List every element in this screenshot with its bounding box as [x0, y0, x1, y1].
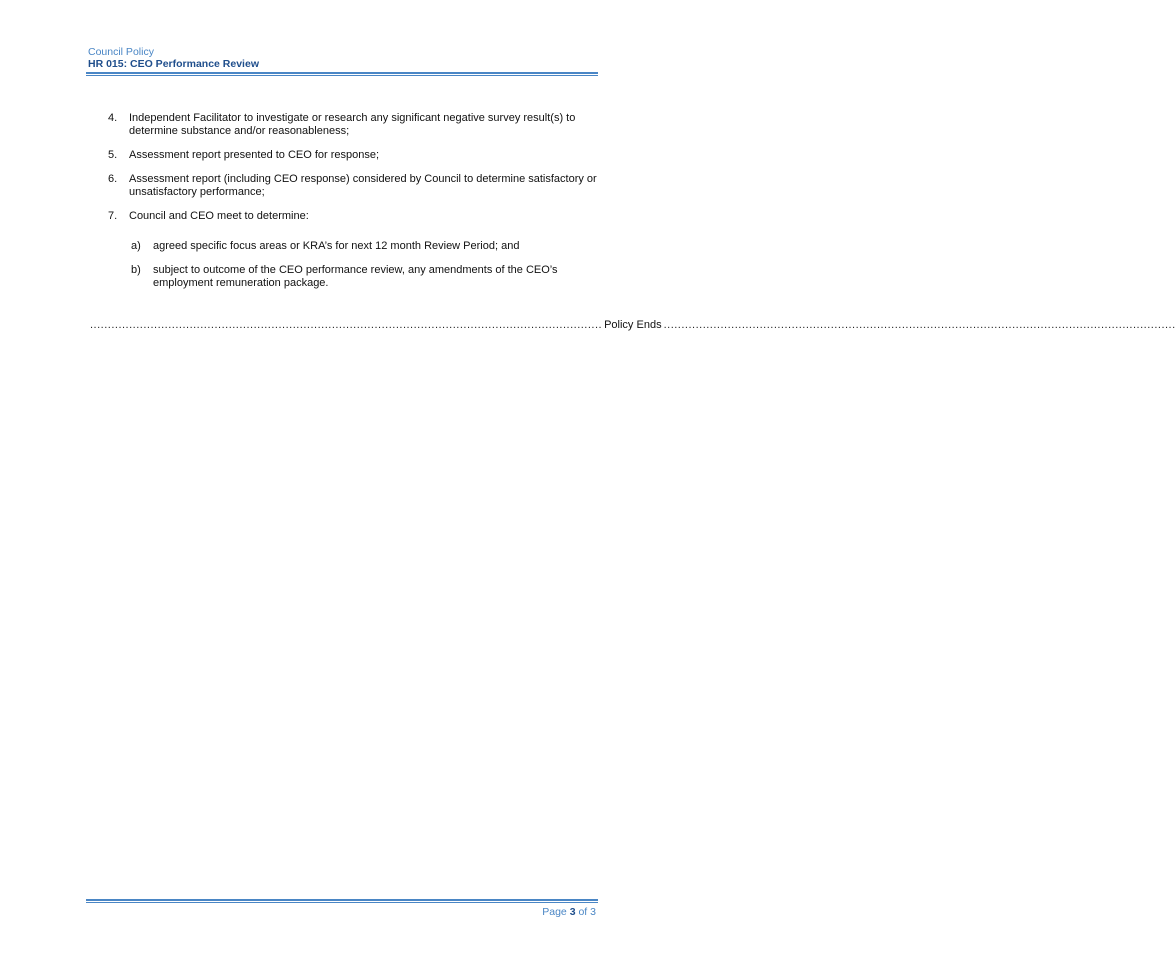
- sub-list-item-letter: b): [131, 264, 141, 276]
- list-item: [108, 112, 598, 138]
- list-item-text: Assessment report (including CEO response) considered by Council to determine satisfactory or unsatisfactory performance;: [129, 173, 597, 198]
- header-rule: [86, 72, 598, 76]
- page-label: Page: [542, 906, 567, 918]
- list-item-text: Council and CEO meet to determine:: [129, 210, 309, 222]
- page-number: 3: [569, 906, 576, 918]
- sub-list-item-text: subject to outcome of the CEO performance review, any amendments of the CEO’s employment remuneration package.: [153, 264, 558, 289]
- procedure-list: [108, 112, 598, 234]
- policy-title: HR 015: CEO Performance Review: [88, 58, 259, 70]
- leader-dots-right: ................................................................................................................................................: [663, 319, 1176, 331]
- sub-list: [131, 240, 598, 301]
- footer-rule: [86, 899, 598, 903]
- page-header: [88, 46, 598, 70]
- of-label: of: [578, 906, 588, 918]
- page-total: 3: [590, 906, 596, 918]
- list-item-text: Assessment report presented to CEO for response;: [129, 149, 380, 161]
- sub-list-item: [131, 264, 598, 290]
- list-item-number: 5.: [108, 149, 118, 161]
- sub-list-item-letter: a): [131, 240, 141, 252]
- list-item: [108, 149, 598, 162]
- leader-dots-left: ................................................................................................................................................: [90, 319, 603, 331]
- policy-ends-divider: [90, 319, 1176, 331]
- list-item-number: 7.: [108, 210, 118, 222]
- policy-ends-label: Policy Ends: [604, 319, 662, 331]
- list-item: [108, 210, 598, 223]
- sub-list-item-text: agreed specific focus areas or KRA’s for next 12 month Review Period; and: [153, 240, 520, 252]
- list-item-text: Independent Facilitator to investigate or research any significant negative survey result(s) to determine substance and/or reasonableness;: [129, 112, 576, 137]
- list-item-number: 6.: [108, 173, 118, 185]
- sub-list-item: [131, 240, 598, 253]
- list-item-number: 4.: [108, 112, 118, 124]
- page-footer: [542, 906, 596, 918]
- list-item: [108, 173, 598, 199]
- policy-category: Council Policy: [88, 46, 154, 58]
